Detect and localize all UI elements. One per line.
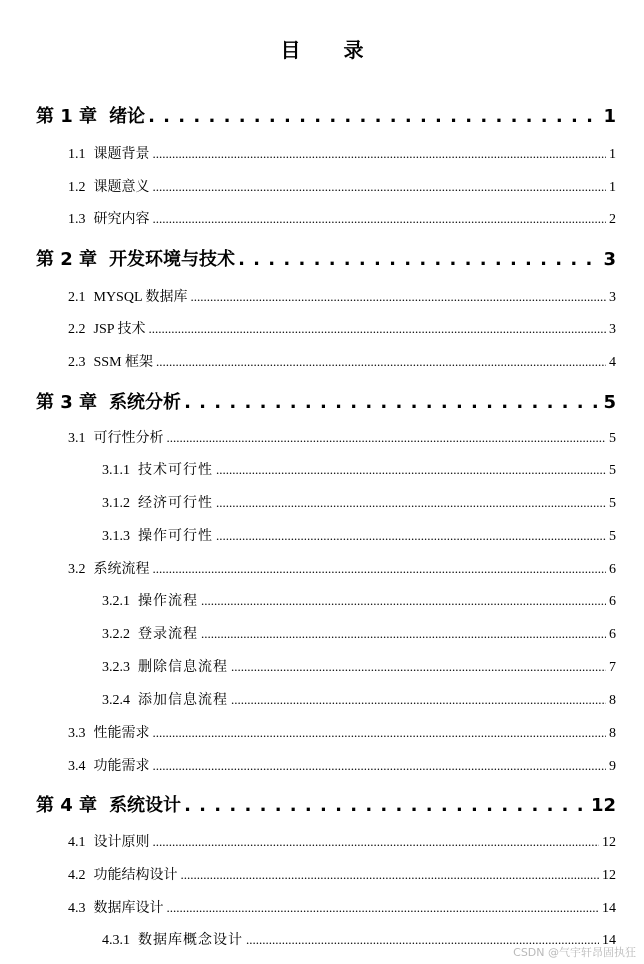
toc-number: 1.3 (68, 212, 86, 227)
toc-number: 4.2 (68, 868, 86, 883)
toc-text: 研究内容 (93, 212, 150, 227)
toc-label (36, 791, 181, 817)
dot-leader (191, 289, 607, 306)
toc-page-number: 12 (602, 835, 616, 850)
toc-number: 3.2.3 (102, 660, 130, 675)
toc-page-number: 14 (602, 901, 616, 916)
dot-leader (153, 561, 607, 578)
toc-label (36, 245, 235, 271)
toc-label (68, 864, 178, 884)
toc-number: 3.4 (68, 759, 86, 774)
dot-leader (216, 462, 606, 479)
toc-page-number: 7 (609, 660, 616, 675)
toc-label (68, 208, 150, 228)
toc-text: 功能需求 (93, 759, 150, 774)
toc-subsection-3-2-4[interactable] (102, 689, 616, 709)
toc-label (68, 176, 150, 196)
dot-leader (201, 626, 606, 643)
toc-subsection-3-2-3[interactable] (102, 656, 616, 676)
toc-page-number: 8 (609, 726, 616, 741)
csdn-watermark: CSDN @气宇轩昂固执狂 (513, 946, 636, 959)
toc-number: 4.3.1 (102, 933, 130, 948)
toc-page-number: 3 (603, 249, 616, 270)
toc-number: 3.2.1 (102, 594, 130, 609)
toc-number: 3.3 (68, 726, 86, 741)
toc-chapter-4[interactable] (36, 791, 616, 817)
page-title: 目 录 (280, 38, 382, 62)
toc-text: 开发环境与技术 (109, 249, 236, 270)
toc-section-3-2[interactable] (68, 558, 616, 578)
toc-text: 可行性分析 (93, 431, 164, 446)
toc-text: MYSQL 数据库 (93, 290, 188, 305)
toc-text: 数据库概念设计 (138, 933, 243, 948)
toc-chapter-2[interactable] (36, 245, 616, 271)
toc-text: 经济可行性 (138, 496, 213, 511)
dot-leader (153, 725, 607, 742)
toc-number: 3.1.3 (102, 529, 130, 544)
dot-leader (216, 495, 606, 512)
toc-label (68, 143, 150, 163)
toc-label (102, 689, 228, 709)
toc-number: 3.2.4 (102, 693, 130, 708)
dot-leader (153, 758, 607, 775)
toc-number: 3.2.2 (102, 627, 130, 642)
toc-page-number: 6 (609, 562, 616, 577)
toc-text: 系统分析 (109, 392, 182, 413)
dot-leader (184, 795, 588, 816)
dot-leader (153, 179, 607, 196)
toc-label (68, 722, 150, 742)
toc-number: 第 1 章 (36, 106, 98, 127)
toc-text: 功能结构设计 (93, 868, 178, 883)
toc-number: 2.3 (68, 355, 86, 370)
toc-label (68, 897, 164, 917)
toc-label (68, 831, 150, 851)
toc-label (102, 590, 198, 610)
toc-label (36, 388, 181, 414)
toc-subsection-3-1-1[interactable] (102, 459, 616, 479)
dot-leader (201, 593, 606, 610)
toc-page-number: 5 (603, 392, 616, 413)
toc-page-number: 3 (609, 322, 616, 337)
toc-subsection-3-1-2[interactable] (102, 492, 616, 512)
toc-chapter-3[interactable] (36, 388, 616, 414)
toc-number: 第 4 章 (36, 795, 98, 816)
toc-number: 3.1.2 (102, 496, 130, 511)
toc-chapter-1[interactable] (36, 102, 616, 128)
toc-page-number: 6 (609, 627, 616, 642)
toc-text: JSP 技术 (93, 322, 146, 337)
toc-text: 登录流程 (138, 627, 198, 642)
toc-subsection-3-2-2[interactable] (102, 623, 616, 643)
toc-page-number: 1 (609, 180, 616, 195)
toc-number: 第 2 章 (36, 249, 98, 270)
toc-page-number: 5 (609, 529, 616, 544)
toc-section-2-3[interactable] (68, 351, 616, 371)
toc-label (102, 525, 213, 545)
toc-label (68, 318, 146, 338)
toc-number: 4.1 (68, 835, 86, 850)
toc-text: SSM 框架 (93, 355, 154, 370)
toc-text: 技术可行性 (138, 463, 213, 478)
toc-page-number: 12 (590, 795, 616, 816)
toc-text: 课题背景 (93, 147, 150, 162)
dot-leader (156, 354, 606, 371)
dot-leader (238, 249, 600, 270)
dot-leader (184, 392, 600, 413)
toc-section-1-1[interactable] (68, 143, 616, 163)
toc-text: 数据库设计 (93, 901, 164, 916)
toc-page-number: 2 (609, 212, 616, 227)
dot-leader (216, 528, 606, 545)
toc-number: 第 3 章 (36, 392, 98, 413)
toc-page-number: 1 (609, 147, 616, 162)
dot-leader (149, 321, 606, 338)
toc-section-1-3[interactable] (68, 208, 616, 228)
toc-subsection-3-2-1[interactable] (102, 590, 616, 610)
toc-number: 3.1.1 (102, 463, 130, 478)
toc-label (68, 351, 153, 371)
toc-label (102, 656, 228, 676)
dot-leader (231, 692, 606, 709)
toc-text: 性能需求 (93, 726, 150, 741)
toc-label (102, 929, 243, 949)
toc-text: 绪论 (109, 106, 146, 127)
toc-text: 系统流程 (93, 562, 150, 577)
toc-text: 添加信息流程 (138, 693, 228, 708)
toc-text: 系统设计 (109, 795, 182, 816)
toc-page-number: 14 (602, 933, 616, 948)
toc-label (102, 492, 213, 512)
toc-section-2-1[interactable] (68, 286, 616, 306)
toc-text: 删除信息流程 (138, 660, 228, 675)
toc-number: 2.1 (68, 290, 86, 305)
toc-text: 操作流程 (138, 594, 198, 609)
toc-section-4-3[interactable] (68, 897, 616, 917)
toc-section-4-2[interactable] (68, 864, 616, 884)
toc-section-1-2[interactable] (68, 176, 616, 196)
toc-page-number: 5 (609, 431, 616, 446)
toc-label (68, 286, 188, 306)
toc-section-3-1[interactable] (68, 427, 616, 447)
toc-subsection-3-1-3[interactable] (102, 525, 616, 545)
toc-number: 2.2 (68, 322, 86, 337)
toc-label (68, 755, 150, 775)
dot-leader (167, 430, 607, 447)
toc-text: 操作可行性 (138, 529, 213, 544)
toc-section-3-3[interactable] (68, 722, 616, 742)
toc-page-number: 9 (609, 759, 616, 774)
dot-leader (181, 867, 600, 884)
toc-number: 4.3 (68, 901, 86, 916)
toc-label (102, 623, 198, 643)
toc-section-2-2[interactable] (68, 318, 616, 338)
dot-leader (167, 900, 600, 917)
toc-section-4-1[interactable] (68, 831, 616, 851)
toc-page-number: 1 (603, 106, 616, 127)
toc-number: 1.2 (68, 180, 86, 195)
toc-section-3-4[interactable] (68, 755, 616, 775)
toc-label (68, 558, 150, 578)
toc-page-number: 5 (609, 463, 616, 478)
toc-label (36, 102, 145, 128)
dot-leader (153, 211, 607, 228)
dot-leader (231, 659, 606, 676)
dot-leader (153, 834, 600, 851)
dot-leader (153, 146, 607, 163)
toc-text: 设计原则 (93, 835, 150, 850)
dot-leader (148, 106, 600, 127)
toc-page-number: 6 (609, 594, 616, 609)
toc-page-number: 3 (609, 290, 616, 305)
toc-number: 3.2 (68, 562, 86, 577)
toc-text: 课题意义 (93, 180, 150, 195)
toc-page-number: 4 (609, 355, 616, 370)
toc-page-number: 8 (609, 693, 616, 708)
toc-label (68, 427, 164, 447)
toc-number: 1.1 (68, 147, 86, 162)
toc-page-number: 5 (609, 496, 616, 511)
toc-label (102, 459, 213, 479)
toc-number: 3.1 (68, 431, 86, 446)
toc-page-number: 12 (602, 868, 616, 883)
